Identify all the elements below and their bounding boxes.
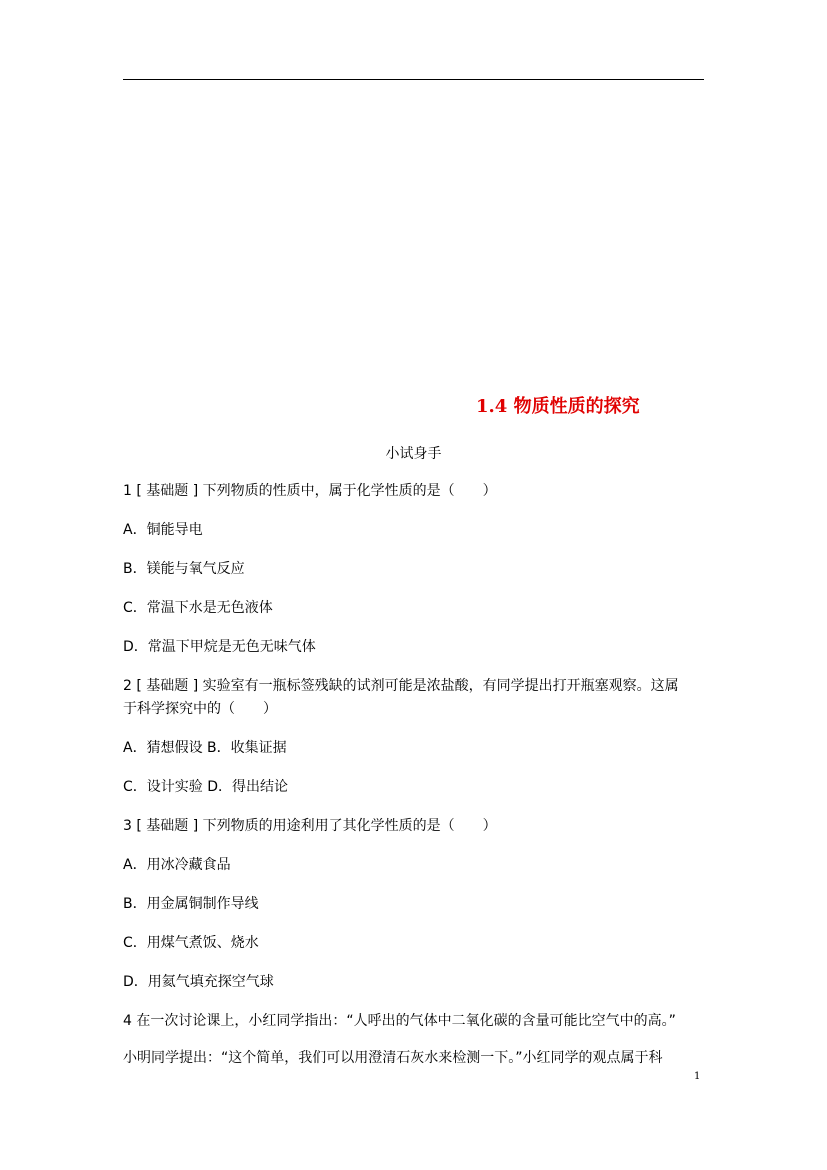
question-2-stem-line1: 2 [ 基础题 ] 实验室有一瓶标签残缺的试剂可能是浓盐酸，有同学提出打开瓶塞观察。这属 [123,678,679,694]
section-subtitle: 小试身手 [385,446,442,462]
question-4-stem-line1: 4 在一次讨论课上，小红同学指出：“人呼出的气体中二氧化碳的含量可能比空气中的高。” [123,1013,676,1029]
question-1-option-c: C．常温下水是无色液体 [123,600,273,616]
question-3-option-c: C．用煤气煮饭、烧水 [123,935,259,951]
question-3-option-b: B．用金属铜制作导线 [123,896,259,912]
question-3-option-d: D．用氦气填充探空气球 [123,974,274,990]
question-2-options-ab: A．猜想假设 B．收集证据 [123,740,287,756]
question-1-option-d: D．常温下甲烷是无色无味气体 [123,639,316,655]
header-rule [123,79,704,80]
question-2-stem-line2: 于科学探究中的（ ） [123,701,277,717]
question-1-stem: 1 [ 基础题 ] 下列物质的性质中，属于化学性质的是（ ） [123,483,497,499]
question-1-option-a: A．铜能导电 [123,522,203,538]
question-4-stem-line2: 小明同学提出：“这个简单，我们可以用澄清石灰水来检测一下。”小红同学的观点属于科 [123,1050,663,1066]
question-1-option-b: B．镁能与氧气反应 [123,561,245,577]
page-title: 1.4 物质性质的探究 [476,396,640,417]
question-2-options-cd: C．设计实验 D．得出结论 [123,779,289,795]
question-3-option-a: A．用冰冷藏食品 [123,857,231,873]
page-number: 1 [694,1071,701,1082]
question-3-stem: 3 [ 基础题 ] 下列物质的用途利用了其化学性质的是（ ） [123,818,497,834]
